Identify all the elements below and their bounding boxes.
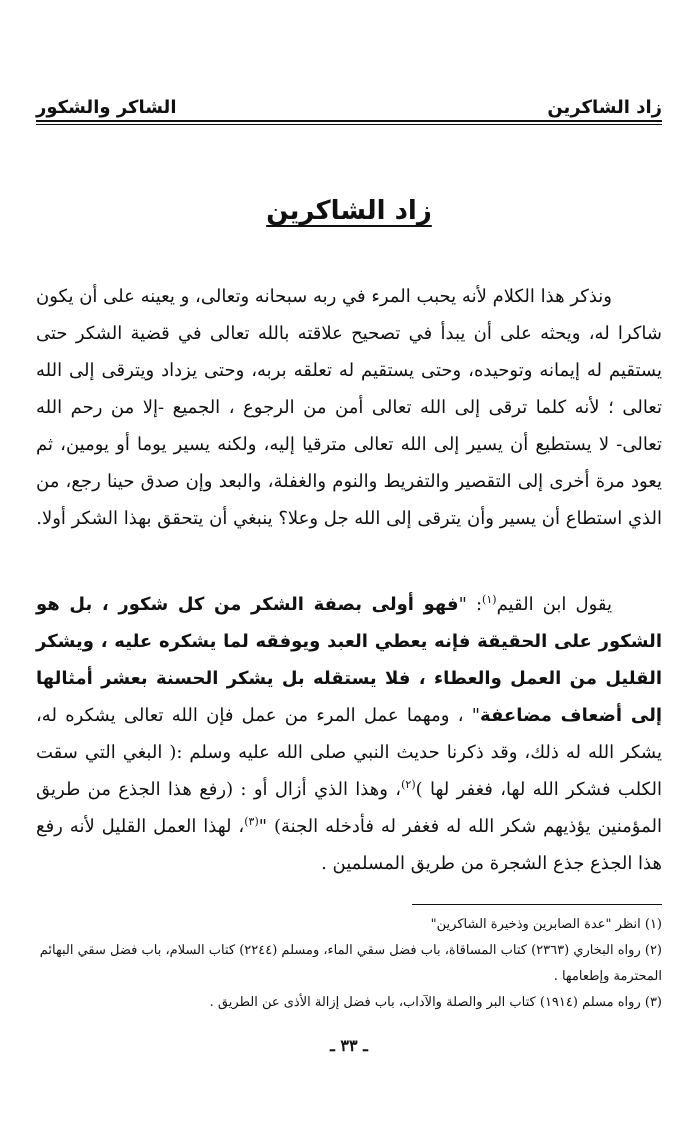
running-header-right: زاد الشاكرين	[547, 97, 662, 118]
footnote-ref-3[interactable]: (٣)	[244, 815, 259, 828]
paragraph-2	[36, 586, 662, 882]
quote-text: فهو أولى بصفة الشكر من كل شكور ، بل هو الشكور على الحقيقة فإنه يعطي العبد ويوفقه لما يشكره عليه ، ويشكر القليل من العمل والعطاء ، فلا يستقله بل يشكر الحسنة بعشر أمثالها إلى أضعاف مضاعفة	[36, 594, 662, 726]
footnotes	[36, 912, 662, 1016]
header-rule	[36, 120, 662, 122]
paragraph-2-text-2: ، وهذا الذي أزال أو : (رفع هذا الجذع من طريق المؤمنين يؤذيهم شكر الله له فغفر له فأدخله الجنة) "	[36, 779, 662, 837]
paragraph-2-block	[36, 586, 662, 882]
paragraph-2-text-3: ، لهذا العمل القليل لأنه رفع هذا الجذع جذع الشجرة من طريق المسلمين .	[36, 816, 662, 874]
paragraph-2-text-1: " ، ومهما عمل المرء من عمل فإن الله تعالى يشكره له، يشكر الله له ذلك، وقد ذكرنا حديث النبي صلى الله عليه وسلم :( البغي التي سقت الكلب فشكر الله لها، فغفر لها )	[36, 705, 662, 800]
paragraph-1: ونذكر هذا الكلام لأنه يحبب المرء في ربه سبحانه وتعالى، و يعينه على أن يكون شاكرا له، ويحثه على أن يبدأ في تصحيح علاقته بالله تعالى في قضية الشكر حتى يستقيم له إيمانه وتوحيده، وحتى يستقيم له تعلقه بربه، وحتى يزداد ويترقى إلى الله تعالى ؛ لأنه كلما ترقى إلى الله تعالى أمن من الرجوع ، الجميع -إلا من رحم الله تعالى- لا يستطيع أن يسير إلى الله تعالى مترقيا إليه، ولكنه يسير يوما أو يومين، ثم يعود مرة أخرى إلى التقصير والتفريط والنوم والغفلة، والبعد وإن صدق حينا رجع، من الذي استطاع أن يسير وأن يترقى إلى الله جل وعلا؟ ينبغي أن يتحقق بهذا الشكر أولا.	[36, 286, 662, 529]
chapter-title: زاد الشاكرين	[266, 196, 432, 226]
paragraph-2-colon: : "	[458, 594, 483, 615]
footnote-1: (١) انظر "عدة الصابرين وذخيرة الشاكرين"	[430, 917, 662, 932]
footnote-3: (٣) رواه مسلم (١٩١٤) كتاب البر والصلة والآداب، باب فضل إزالة الأذى عن الطريق .	[209, 995, 662, 1010]
paragraph-1-block	[36, 278, 662, 537]
paragraph-2-intro: يقول ابن القيم	[496, 594, 612, 615]
running-header	[36, 84, 662, 118]
footnote-2: (٢) رواه البخاري (٢٣٦٣) كتاب المساقاة، باب فضل سقي الماء، ومسلم (٢٢٤٤) كتاب السلام، باب فضل سقي البهائم المحترمة وإطعامها .	[39, 943, 662, 984]
header-rule-thin	[36, 124, 662, 125]
footnote-ref-2[interactable]: (٢)	[401, 778, 416, 791]
footnote-ref-1[interactable]: (١)	[482, 593, 497, 606]
footnote-rule	[412, 904, 662, 905]
page-number: ـ ٣٣ ـ	[330, 1036, 368, 1055]
running-header-left: الشاكر والشكور	[36, 97, 177, 118]
